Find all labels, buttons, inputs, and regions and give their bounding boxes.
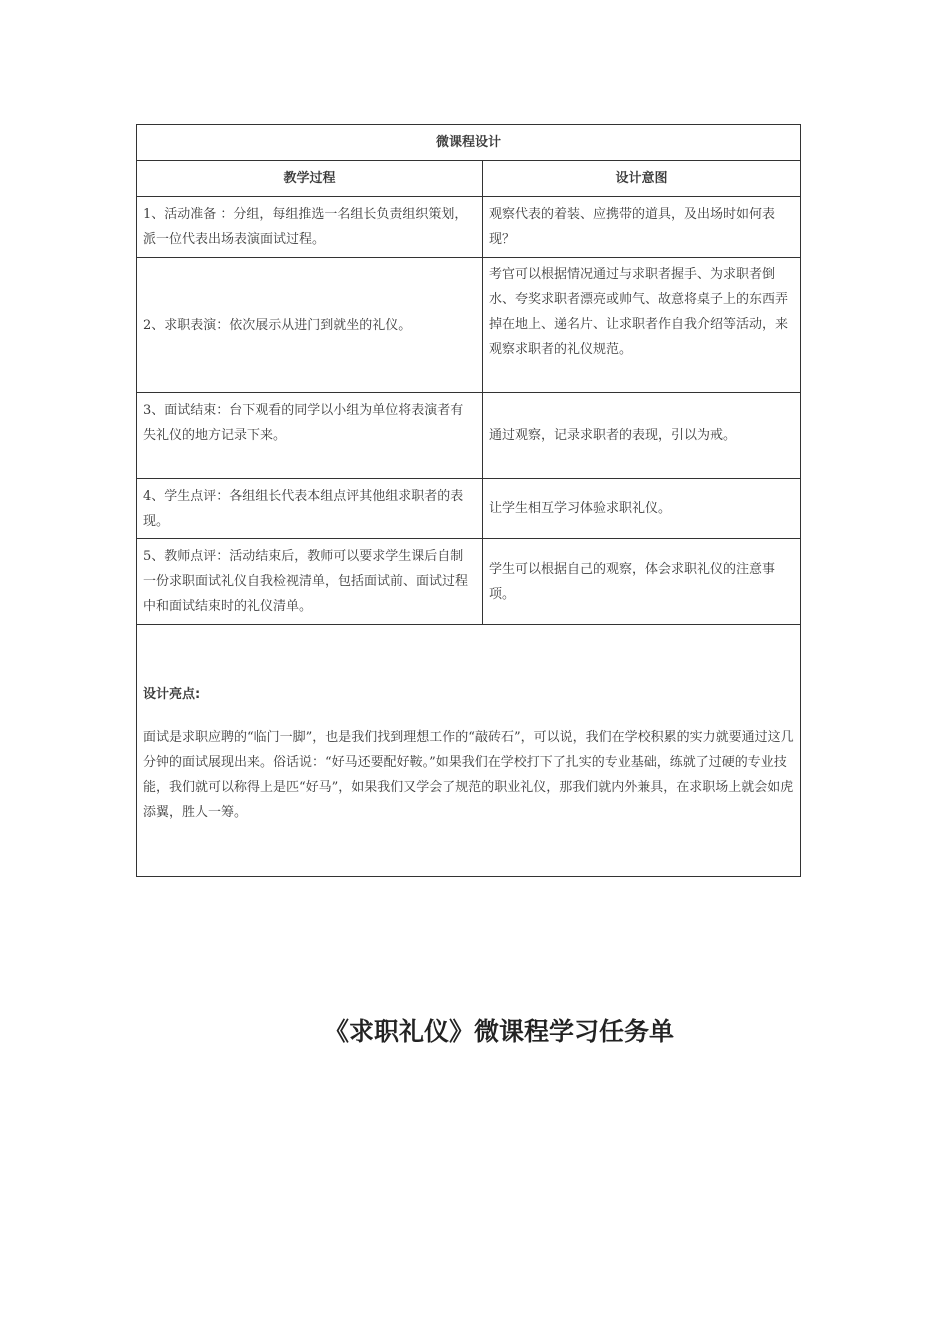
table-row <box>137 539 801 625</box>
process-cell: 4、学生点评：各组组长代表本组点评其他组求职者的表现。 <box>137 479 483 539</box>
column-header-intent: 设计意图 <box>483 161 801 197</box>
process-cell: 1、活动准备 ：分组，每组推选一名组长负责组织策划，派一位代表出场表演面试过程。 <box>137 197 483 258</box>
highlight-body: 面试是求职应聘的“临门一脚”，也是我们找到理想工作的“敲砖石”，可以说，我们在学校积累的实力就要通过这几分钟的面试展现出来。俗话说：“好马还要配好鞍。”如果我们在学校打下了扎实的专业基础，练就了过硬的专业技能，我们就可以称得上是匹“好马”，如果我们又学会了规范的职业礼仪，那我们就内外兼具，在求职场上就会如虎添翼，胜人一筹。 <box>143 729 794 820</box>
intent-cell: 学生可以根据自己的观察，体会求职礼仪的注意事项。 <box>483 539 801 625</box>
document-title: 《求职礼仪》微课程学习任务单 <box>323 1017 674 1046</box>
highlight-title: 设计亮点: <box>143 686 201 702</box>
table-row <box>137 197 801 258</box>
intent-cell: 通过观察，记录求职者的表现，引以为戒。 <box>483 393 801 479</box>
table-row <box>137 479 801 539</box>
intent-cell: 考官可以根据情况通过与求职者握手、为求职者倒水、夸奖求职者漂亮或帅气、故意将桌子上的东西弄掉在地上、递名片、让求职者作自我介绍等活动，来观察求职者的礼仪规范。 <box>483 258 801 393</box>
intent-cell: 让学生相互学习体验求职礼仪。 <box>483 479 801 539</box>
process-cell: 2、求职表演：依次展示从进门到就坐的礼仪。 <box>137 258 483 393</box>
table-row <box>137 393 801 479</box>
column-header-process: 教学过程 <box>137 161 483 197</box>
table-row <box>137 258 801 393</box>
table-title: 微课程设计 <box>137 125 801 161</box>
intent-cell: 观察代表的着装、应携带的道具，及出场时如何表现？ <box>483 197 801 258</box>
process-cell: 5、教师点评：活动结束后，教师可以要求学生课后自制一份求职面试礼仪自我检视清单，包括面试前、面试过程中和面试结束时的礼仪清单。 <box>137 539 483 625</box>
highlight-cell <box>137 625 801 877</box>
highlight-row <box>137 625 801 877</box>
course-design-table <box>136 124 801 877</box>
process-cell: 3、面试结束：台下观看的同学以小组为单位将表演者有失礼仪的地方记录下来。 <box>137 393 483 479</box>
